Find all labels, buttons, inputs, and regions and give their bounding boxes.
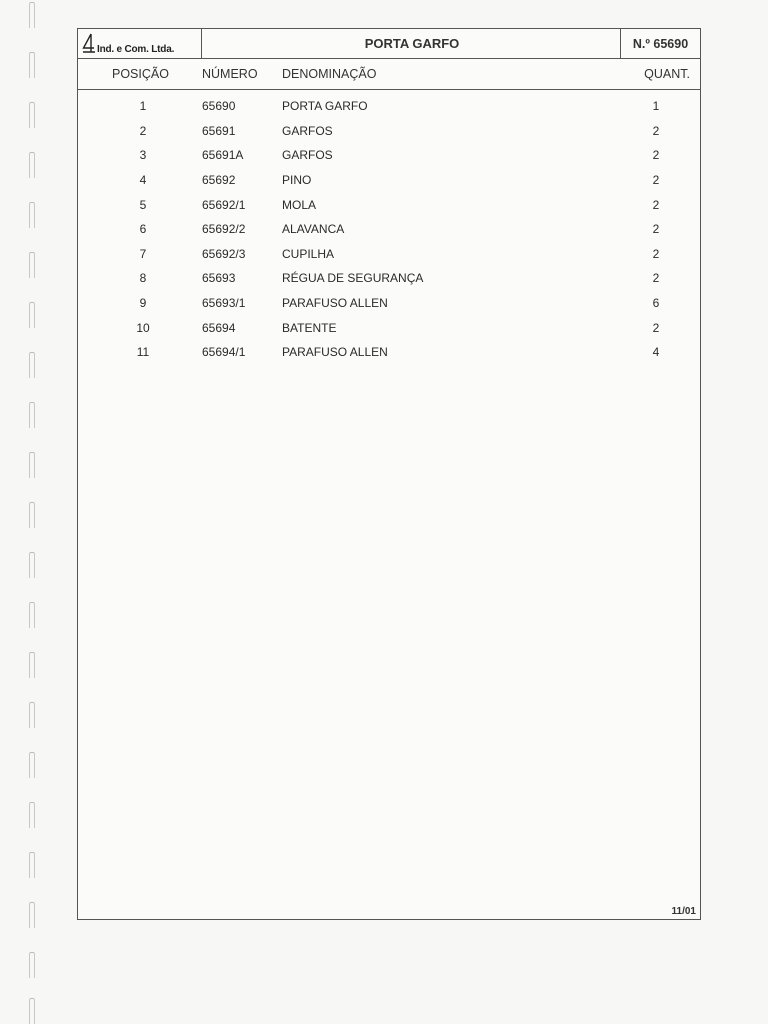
row-quantity: 2 — [652, 271, 660, 286]
binder-hole — [29, 702, 35, 728]
row-position: 11 — [136, 345, 150, 360]
row-part-number: 65692/2 — [202, 222, 246, 237]
table-row — [78, 315, 700, 340]
row-quantity: 6 — [652, 296, 660, 311]
binder-hole — [29, 52, 35, 78]
row-part-name: GARFOS — [282, 148, 333, 163]
row-part-name: PORTA GARFO — [282, 99, 368, 114]
row-part-number: 65694/1 — [202, 345, 246, 360]
binder-hole — [29, 852, 35, 878]
table-row — [78, 94, 700, 119]
binder-hole — [29, 352, 35, 378]
binder-holes — [22, 0, 42, 1024]
column-header-position: POSIÇÃO — [112, 67, 169, 81]
row-part-name: BATENTE — [282, 320, 337, 335]
row-quantity: 2 — [652, 222, 660, 237]
row-part-name: PINO — [282, 173, 312, 188]
row-part-number: 65692 — [202, 173, 236, 188]
table-row — [78, 192, 700, 217]
table-row — [78, 143, 700, 168]
row-part-name: GARFOS — [282, 123, 333, 138]
binder-hole — [29, 502, 35, 528]
binder-hole — [29, 452, 35, 478]
row-position: 8 — [139, 271, 147, 286]
row-part-number: 65692/1 — [202, 197, 246, 212]
row-quantity: 2 — [652, 123, 660, 138]
binder-hole — [29, 902, 35, 928]
row-part-name: PARAFUSO ALLEN — [282, 296, 388, 311]
row-part-number: 65694 — [202, 320, 236, 335]
row-quantity: 2 — [652, 173, 660, 188]
row-part-name: ALAVANCA — [282, 222, 345, 237]
row-quantity: 4 — [652, 345, 660, 360]
row-position: 10 — [136, 320, 150, 335]
row-quantity: 2 — [652, 320, 660, 335]
binder-hole — [29, 802, 35, 828]
row-position: 2 — [139, 123, 147, 138]
row-position: 3 — [139, 148, 147, 163]
row-part-number: 65690 — [202, 99, 236, 114]
row-position: 6 — [139, 222, 147, 237]
table-row — [78, 119, 700, 144]
column-headers — [78, 59, 700, 90]
binder-hole — [29, 302, 35, 328]
row-position: 1 — [139, 99, 147, 114]
binder-hole — [29, 952, 35, 978]
row-part-name: RÉGUA DE SEGURANÇA — [282, 271, 424, 286]
binder-hole — [29, 152, 35, 178]
column-header-name: DENOMINAÇÃO — [282, 67, 377, 81]
binder-hole — [29, 402, 35, 428]
row-position: 4 — [139, 173, 147, 188]
column-header-number: NÚMERO — [202, 67, 258, 81]
company-name: Ind. e Com. Ltda. — [97, 44, 175, 55]
row-part-number: 65692/3 — [202, 246, 246, 261]
row-part-number: 65691A — [202, 148, 244, 163]
table-row — [78, 242, 700, 267]
binder-hole — [29, 602, 35, 628]
table-row — [78, 217, 700, 242]
binder-hole — [29, 998, 35, 1024]
title-block — [78, 29, 700, 59]
company-logo-mark-icon — [82, 33, 96, 55]
binder-hole — [29, 102, 35, 128]
row-quantity: 2 — [652, 148, 660, 163]
row-position: 9 — [139, 296, 147, 311]
row-quantity: 2 — [652, 197, 660, 212]
binder-hole — [29, 252, 35, 278]
binder-hole — [29, 202, 35, 228]
row-part-number: 65693 — [202, 271, 236, 286]
row-part-name: CUPILHA — [282, 246, 335, 261]
binder-hole — [29, 652, 35, 678]
row-quantity: 1 — [652, 99, 660, 114]
document-title: PORTA GARFO — [364, 36, 460, 51]
document-number: N.º 65690 — [620, 29, 700, 58]
revision-code: 11/01 — [671, 906, 696, 917]
table-row — [78, 291, 700, 316]
binder-hole — [29, 2, 35, 28]
row-position: 5 — [139, 197, 147, 212]
binder-hole — [29, 752, 35, 778]
row-quantity: 2 — [652, 246, 660, 261]
row-part-name: PARAFUSO ALLEN — [282, 345, 388, 360]
company-logo — [78, 29, 202, 58]
table-row — [78, 168, 700, 193]
binder-hole — [29, 552, 35, 578]
row-position: 7 — [139, 246, 147, 261]
row-part-number: 65691 — [202, 123, 236, 138]
parts-table — [78, 94, 700, 365]
parts-list-sheet — [77, 28, 701, 920]
column-header-quantity: QUANT. — [644, 67, 690, 81]
row-part-name: MOLA — [282, 197, 317, 212]
row-part-number: 65693/1 — [202, 296, 246, 311]
table-row — [78, 266, 700, 291]
table-row — [78, 340, 700, 365]
